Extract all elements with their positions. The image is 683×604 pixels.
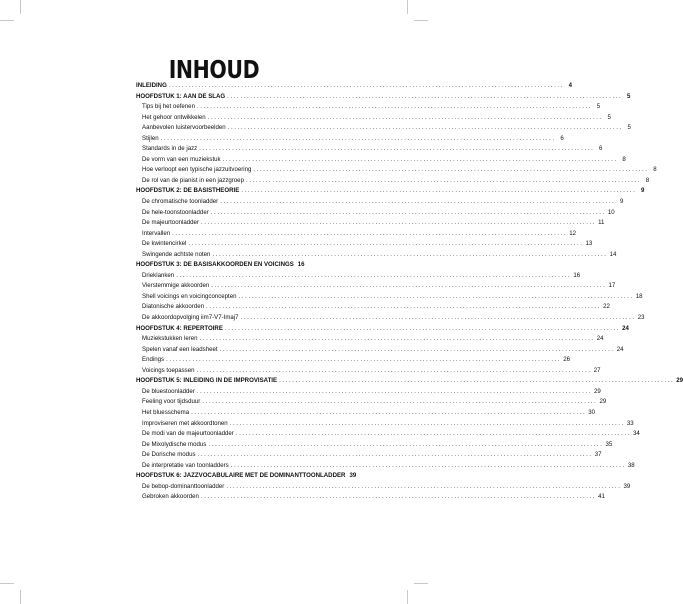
toc-entry-label: Tips bij het oefenen — [142, 103, 195, 111]
crop-mark — [414, 583, 428, 584]
crop-mark — [0, 583, 14, 584]
toc-dot-leader — [208, 113, 603, 124]
toc-section-entry — [136, 419, 634, 430]
toc-page-number: 6 — [599, 145, 603, 153]
toc-dot-leader — [279, 376, 674, 387]
toc-page-number: 26 — [563, 356, 570, 364]
toc-section-entry — [136, 492, 605, 503]
toc-section-entry — [136, 461, 635, 472]
toc-dot-leader — [169, 81, 564, 92]
toc-dot-leader — [212, 250, 607, 261]
toc-entry-label: Intervallen — [142, 229, 171, 237]
toc-entry-label: HOOFDSTUK 4: REPERTOIRE — [136, 324, 223, 332]
toc-entry-label: De Mixolydische modus — [142, 440, 207, 448]
toc-dot-leader — [211, 208, 606, 219]
toc-dot-leader — [226, 482, 621, 493]
toc-page-number: 8 — [653, 166, 657, 174]
toc-entry-label: Stijlen — [142, 134, 159, 142]
toc-page-number: 33 — [626, 419, 634, 427]
toc-section-entry — [136, 123, 631, 134]
toc-page-number: 9 — [620, 198, 624, 206]
toc-dot-leader — [198, 450, 593, 461]
toc-dot-leader — [241, 186, 636, 197]
toc-page-number: 9 — [641, 187, 645, 195]
toc-page-number: 29 — [599, 398, 607, 406]
toc-chapter-entry — [136, 81, 572, 92]
toc-section-entry — [136, 334, 604, 345]
toc-entry-label: De vorm van een muziekstuk — [142, 155, 221, 163]
toc-chapter-entry — [136, 186, 645, 197]
toc-entry-label: Het gehoor ontwikkelen — [142, 113, 206, 121]
crop-mark — [0, 20, 14, 21]
toc-section-entry — [136, 102, 601, 113]
toc-dot-leader — [236, 429, 631, 440]
toc-chapter-entry — [136, 92, 631, 103]
toc-dot-leader — [227, 92, 622, 103]
toc-section-entry — [136, 450, 602, 461]
toc-page-number: 11 — [598, 219, 605, 227]
toc-page-number: 39 — [349, 472, 357, 480]
toc-entry-label: De bebop-dominanttoonladder — [142, 482, 225, 490]
toc-section-entry — [136, 144, 603, 155]
crop-mark — [414, 20, 428, 21]
toc-entry-label: De chromatische toonladder — [142, 198, 219, 206]
toc-section-entry — [136, 250, 617, 261]
toc-dot-leader — [188, 239, 583, 250]
toc-dot-leader — [220, 197, 615, 208]
toc-page-number: 35 — [605, 440, 613, 448]
toc-page-number: 4 — [568, 82, 572, 89]
toc-page-number: 34 — [632, 430, 640, 438]
toc-entry-label: Het bluesschema — [142, 408, 190, 416]
toc-page-number: 12 — [569, 229, 577, 237]
toc-page-number: 29 — [594, 387, 601, 395]
toc-page-number: 8 — [645, 176, 650, 184]
toc-section-entry — [136, 366, 601, 377]
toc-section-entry — [136, 482, 631, 493]
toc-section-entry — [136, 387, 601, 398]
toc-section-entry — [136, 113, 611, 124]
toc-entry-label: INLEIDING — [136, 82, 167, 89]
toc-entry-label: De Dorische modus — [142, 451, 196, 459]
toc-entry-label: Voicings toepassen — [142, 366, 195, 374]
toc-dot-leader — [211, 281, 606, 292]
toc-dot-leader — [231, 461, 626, 472]
toc-dot-leader — [223, 155, 618, 166]
toc-page-number: 16 — [297, 261, 305, 269]
toc-dot-leader — [176, 271, 571, 282]
toc-dot-leader — [206, 302, 601, 313]
toc-entry-label: De majeurtoonladder — [142, 219, 199, 227]
toc-page-number: 14 — [609, 250, 617, 258]
toc-dot-leader — [241, 313, 636, 324]
toc-page-number: 5 — [596, 103, 601, 111]
toc-dot-leader — [161, 134, 556, 145]
toc-entry-label: HOOFDSTUK 5: INLEIDING IN DE IMPROVISATIE — [136, 377, 278, 385]
toc-section-entry — [136, 197, 624, 208]
toc-entry-label: Endings — [142, 356, 165, 364]
toc-chapter-entry — [136, 260, 304, 271]
toc-page-number: 24 — [616, 345, 624, 353]
toc-entry-label: Vierstemmige akkoorden — [142, 282, 210, 290]
toc-section-entry — [136, 302, 610, 313]
toc-entry-label: Hoe verloopt een typische jazzuitvoering — [142, 166, 252, 174]
crop-mark — [407, 590, 408, 604]
toc-page-number: 23 — [637, 314, 645, 322]
toc-dot-leader — [225, 324, 620, 335]
toc-dot-leader — [200, 334, 595, 345]
toc-page-number: 10 — [607, 208, 615, 216]
toc-page-number: 18 — [635, 292, 643, 300]
toc-dot-leader — [197, 366, 592, 377]
toc-page-number: 22 — [603, 303, 610, 311]
toc-page-number: 41 — [598, 493, 605, 501]
toc-entry-label: Diatonische akkoorden — [142, 303, 204, 311]
toc-section-entry — [136, 165, 657, 176]
toc-page-number: 5 — [627, 124, 631, 132]
toc-entry-label: Shell voicings en voicingconcepten — [142, 292, 237, 300]
toc-page-number: 38 — [627, 461, 635, 469]
toc-page-number: 8 — [622, 155, 626, 163]
toc-dot-leader — [199, 144, 594, 155]
toc-section-entry — [136, 429, 640, 440]
crop-mark — [407, 0, 408, 14]
toc-section-entry — [136, 397, 607, 408]
toc-section-entry — [136, 408, 596, 419]
toc-entry-label: Spelen vanaf een leadsheet — [142, 345, 218, 353]
toc-dot-leader — [172, 229, 567, 240]
toc-entry-label: De hele-toonstoonladder — [142, 208, 209, 216]
toc-section-entry — [136, 155, 626, 166]
crop-mark — [20, 590, 21, 604]
toc-entry-label: De rol van de pianist in een jazzgroep — [142, 176, 244, 184]
toc-entry-label: De interpretatie van toonladders — [142, 461, 229, 469]
toc-entry-label: Swingende achtste noten — [142, 250, 211, 258]
toc-page-number: 13 — [585, 240, 593, 248]
toc-dot-leader — [202, 397, 597, 408]
toc-entry-label: Improviseren met akkoordtonen — [142, 419, 228, 427]
toc-page-number: 5 — [607, 113, 611, 121]
toc-entry-label: HOOFDSTUK 2: DE BASISTHEORIE — [136, 187, 240, 195]
crop-mark — [20, 0, 21, 14]
toc-page-number: 5 — [626, 92, 631, 100]
toc-entry-label: HOOFDSTUK 6: JAZZVOCABULAIRE MET DE DOMINANTTOONLADDER — [136, 472, 346, 480]
toc-chapter-entry — [136, 324, 629, 335]
toc-dot-leader — [230, 419, 625, 430]
toc-page-number: 24 — [596, 335, 604, 343]
toc-section-entry — [136, 218, 605, 229]
toc-section-entry — [136, 345, 624, 356]
toc-page-number: 27 — [593, 366, 601, 374]
toc-section-entry — [136, 229, 577, 240]
toc-page-number: 29 — [676, 377, 683, 385]
toc-section-entry — [136, 271, 581, 282]
toc-entry-label: Gebroken akkoorden — [142, 493, 199, 501]
toc-dot-leader — [201, 492, 596, 503]
toc-chapter-entry — [136, 471, 357, 482]
toc-section-entry — [136, 313, 645, 324]
toc-page-number: 6 — [560, 134, 564, 142]
toc-dot-leader — [228, 123, 623, 134]
toc-entry-label: Muziekstukken leren — [142, 335, 198, 343]
toc-section-entry — [136, 292, 643, 303]
toc-page-number: 16 — [573, 271, 581, 279]
toc-section-entry — [136, 239, 593, 250]
toc-dot-leader — [220, 345, 615, 356]
toc-section-entry — [136, 208, 615, 219]
table-of-contents — [136, 81, 683, 503]
toc-dot-leader — [191, 408, 586, 419]
toc-dot-leader — [201, 218, 596, 229]
toc-entry-label: De akkoordopvolging iim7-V7-Imaj7 — [142, 314, 239, 322]
toc-entry-label: Drieklanken — [142, 271, 175, 279]
toc-dot-leader — [253, 165, 648, 176]
toc-page-number: 30 — [588, 408, 596, 416]
toc-chapter-entry — [136, 376, 683, 387]
toc-page-number: 37 — [594, 451, 602, 459]
toc-page-number: 24 — [622, 324, 629, 332]
toc-dot-leader — [246, 176, 641, 187]
toc-entry-label: Feeling voor tijdsduur — [142, 398, 201, 406]
toc-entry-label: HOOFDSTUK 1: AAN DE SLAG — [136, 92, 226, 100]
page-title: INHOUD — [168, 54, 260, 84]
toc-section-entry — [136, 440, 613, 451]
toc-section-entry — [136, 355, 570, 366]
toc-page-number: 39 — [623, 482, 631, 490]
toc-dot-leader — [208, 440, 603, 451]
toc-dot-leader — [166, 355, 561, 366]
toc-entry-label: HOOFDSTUK 3: DE BASISAKKOORDEN EN VOICINGS — [136, 261, 294, 269]
toc-page-number: 17 — [608, 282, 616, 290]
toc-entry-label: Aanbevolen luistervoorbeelden — [142, 124, 226, 132]
toc-dot-leader — [197, 387, 592, 398]
toc-section-entry — [136, 281, 616, 292]
toc-entry-label: Standards in de jazz — [142, 145, 198, 153]
toc-section-entry — [136, 176, 650, 187]
toc-entry-label: De kwintencirkel — [142, 240, 187, 248]
toc-entry-label: De bluestoonladder — [142, 387, 195, 395]
toc-dot-leader — [239, 292, 634, 303]
toc-entry-label: De modi van de majeurtoonladder — [142, 430, 234, 438]
toc-dot-leader — [197, 102, 592, 113]
toc-section-entry — [136, 134, 564, 145]
